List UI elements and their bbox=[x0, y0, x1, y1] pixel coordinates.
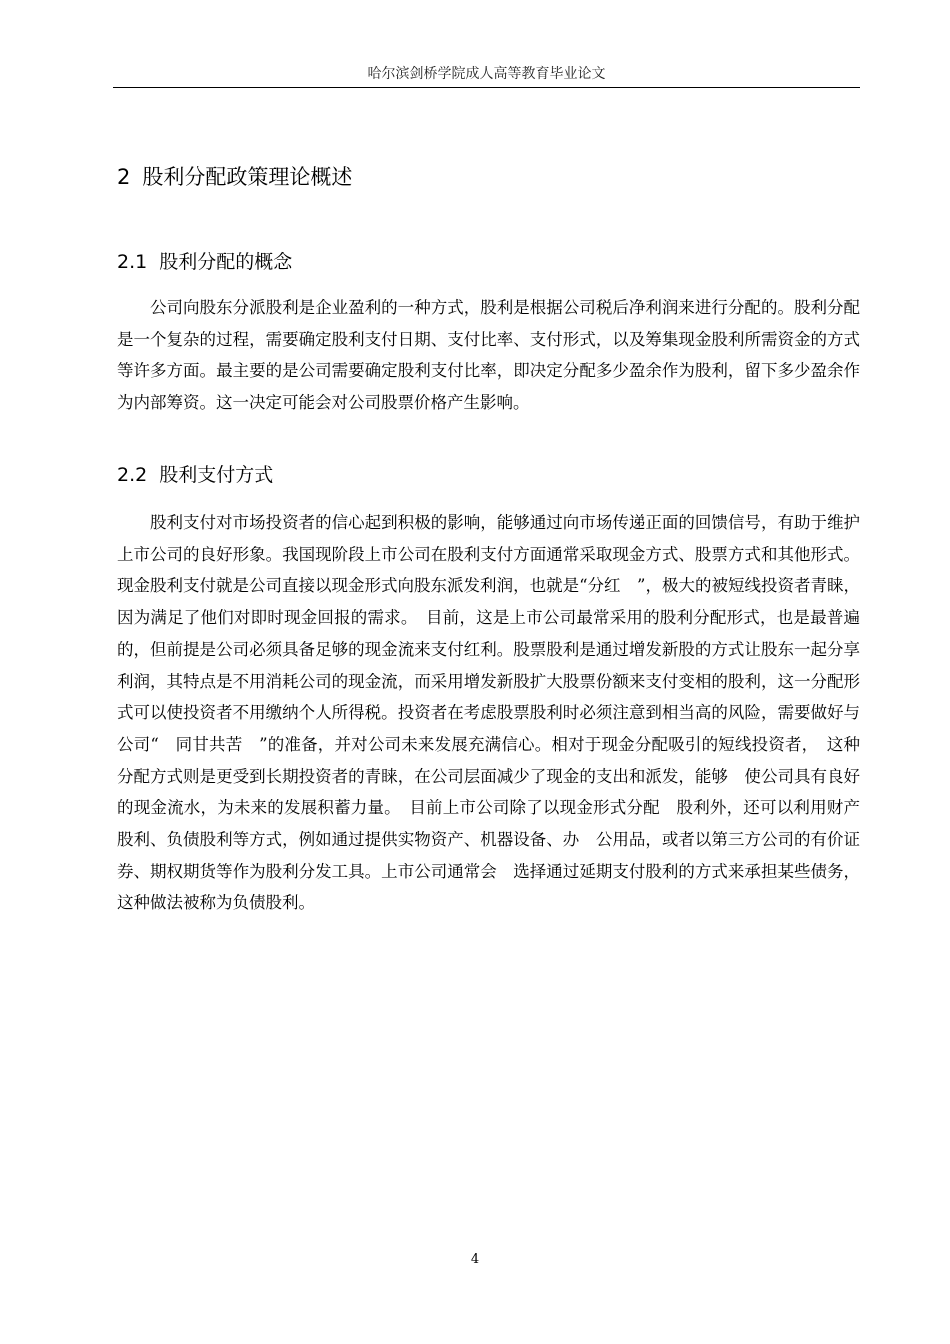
header-divider bbox=[113, 87, 860, 88]
chapter-number: 2 bbox=[117, 165, 131, 189]
section-title: 股利分配的概念 bbox=[159, 251, 293, 273]
section-heading-2-1 bbox=[117, 247, 292, 277]
chapter-heading bbox=[117, 160, 352, 194]
page-number: 4 bbox=[470, 1252, 480, 1267]
section-paragraph-2-1: 公司向股东分派股利是企业盈利的一种方式，股利是根据公司税后净利润来进行分配的。股利分配是一个复杂的过程，需要确定股利支付日期、支付比率、支付形式，以及筹集现金股利所需资金的方式等许多方面。最主要的是公司需要确定股利支付比率，即决定分配多少盈余作为股利，留下多少盈余作为内部筹资。这一决定可能会对公司股票价格产生影响。 bbox=[117, 298, 860, 413]
section-title: 股利支付方式 bbox=[159, 464, 274, 486]
page-header: 哈尔滨剑桥学院成人高等教育毕业论文 bbox=[367, 66, 606, 82]
section-number: 2.2 bbox=[117, 464, 148, 486]
section-heading-2-2 bbox=[117, 460, 273, 490]
section-number: 2.1 bbox=[117, 251, 148, 273]
section-paragraph-2-2: 股利支付对市场投资者的信心起到积极的影响，能够通过向市场传递正面的回馈信号，有助于维护上市公司的良好形象。我国现阶段上市公司在股利支付方面通常采取现金方式、股票方式和其他形式。现金股利支付就是公司直接以现金形式向股东派发利润，也就是“分红 ”，极大的被短线投资者青睐，因为满足了他们对即时现金回报的需求。 目前，这是上市公司最常采用的股利分配形式，也是最普遍的，但前提是公司必须具备足够的现金流来支付红利。股票股利是通过增发新股的方式让股东一起分享利润，其特点是不用消耗公司的现金流，而采用增发新股扩大股票份额来支付变相的股利，这一分配形式可以使投资者不用缴纳个人所得税。投资者在考虑股票股利时必须注意到相当高的风险，需要做好与公司“ 同甘共苦 ”的准备，并对公司未来发展充满信心。相对于现金分配吸引的短线投资者， 这种分配方式则是更受到长期投资者的青睐，在公司层面减少了现金的支出和派发，能够 使公司具有良好的现金流水，为未来的发展积蓄力量。 目前上市公司除了以现金形式分配 股利外，还可以利用财产股利、负债股利等方式，例如通过提供实物资产、机器设备、办 公用品，或者以第三方公司的有价证券、期权期货等作为股利分发工具。上市公司通常会 选择通过延期支付股利的方式来承担某些债务，这种做法被称为负债股利。 bbox=[117, 513, 860, 913]
chapter-title: 股利分配政策理论概述 bbox=[142, 165, 353, 189]
